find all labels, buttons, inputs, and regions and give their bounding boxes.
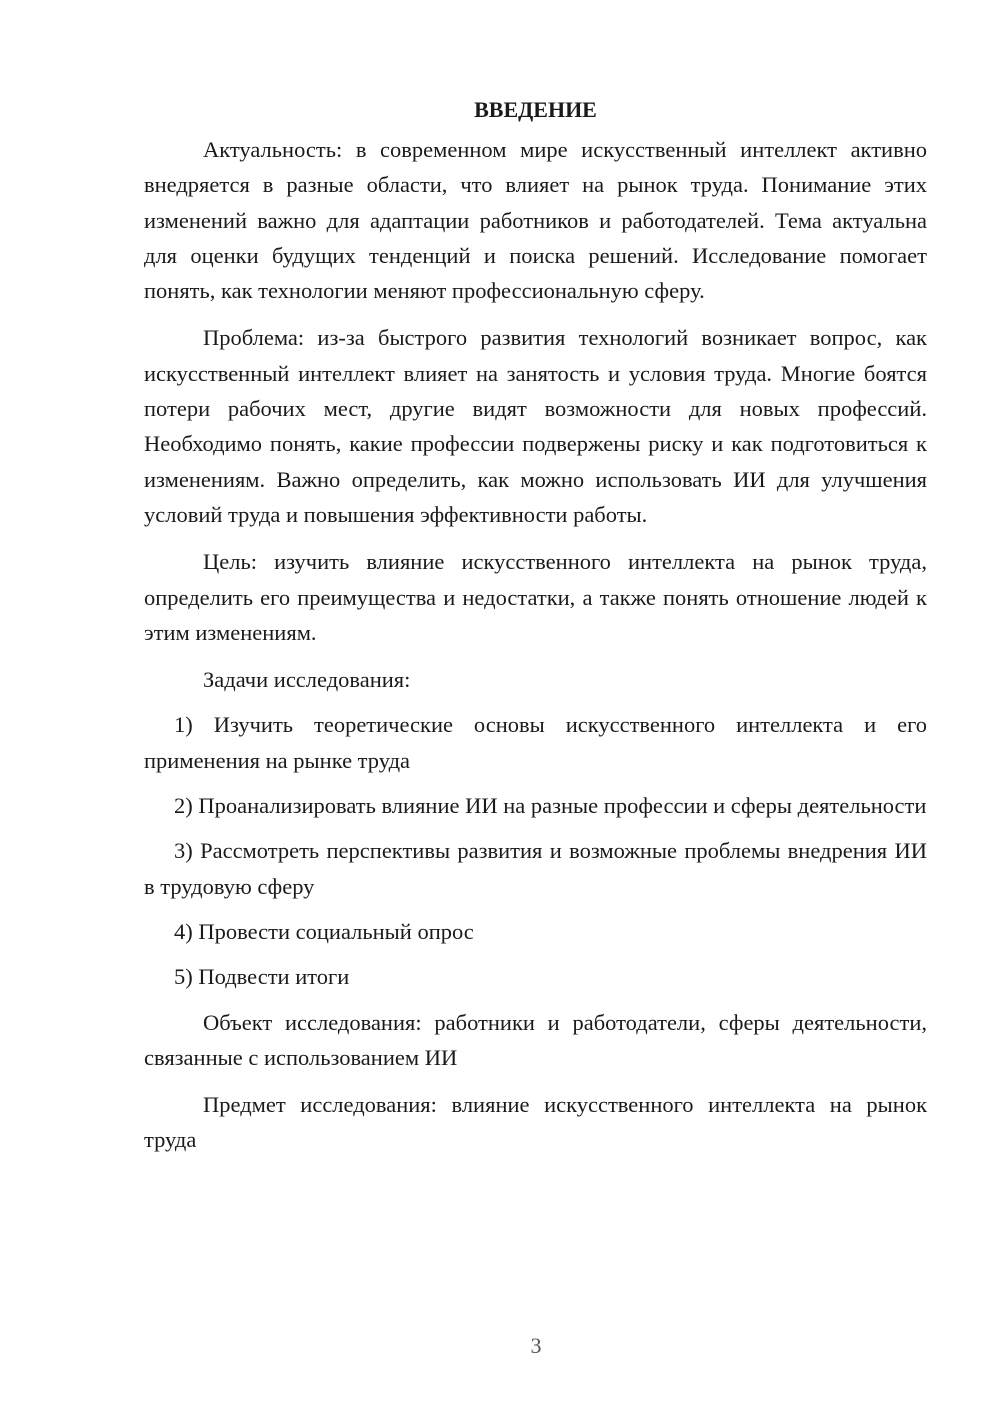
subject-paragraph: Предмет исследования: влияние искусственного интеллекта на рынок труда — [144, 1092, 927, 1153]
task-item-5: 5) Подвести итоги — [174, 964, 350, 990]
problem-paragraph: Проблема: из-за быстрого развития технологий возникает вопрос, как искусственный интеллект влияет на занятость и условия труда. Многие боятся потери рабочих мест, другие видят возможности для новых профессий. Необходимо понять, какие профессии подвержены риску и как подготовиться к изменениям. Важно определить, как можно использовать ИИ для улучшения условий труда и повышения эффективности работы. — [144, 325, 927, 527]
page-number: 3 — [530, 1333, 542, 1358]
goal-paragraph: Цель: изучить влияние искусственного интеллекта на рынок труда, определить его преимущества и недостатки, а также понять отношение людей к этим изменениям. — [144, 549, 927, 645]
page-title: ВВЕДЕНИЕ — [474, 97, 597, 122]
tasks-heading: Задачи исследования: — [203, 667, 411, 693]
document-page — [144, 92, 927, 1170]
task-item-4: 4) Провести социальный опрос — [174, 918, 474, 944]
task-item-3: 3) Рассмотреть перспективы развития и возможные проблемы внедрения ИИ в трудовую сферу — [144, 838, 927, 899]
task-item-2: 2) Проанализировать влияние ИИ на разные профессии и сферы деятельности — [174, 793, 927, 819]
relevance-paragraph: Актуальность: в современном мире искусственный интеллект активно внедряется в разные области, что влияет на рынок труда. Понимание этих изменений важно для адаптации работников и работодателей. Тема актуальна для оценки будущих тенденций и поиска решений. Исследование помогает понять, как технологии меняют профессиональную сферу. — [144, 137, 927, 304]
object-paragraph: Объект исследования: работники и работодатели, сферы деятельности, связанные с использованием ИИ — [144, 1009, 927, 1070]
task-item-1: 1) Изучить теоретические основы искусственного интеллекта и его применения на рынке труда — [144, 712, 927, 773]
